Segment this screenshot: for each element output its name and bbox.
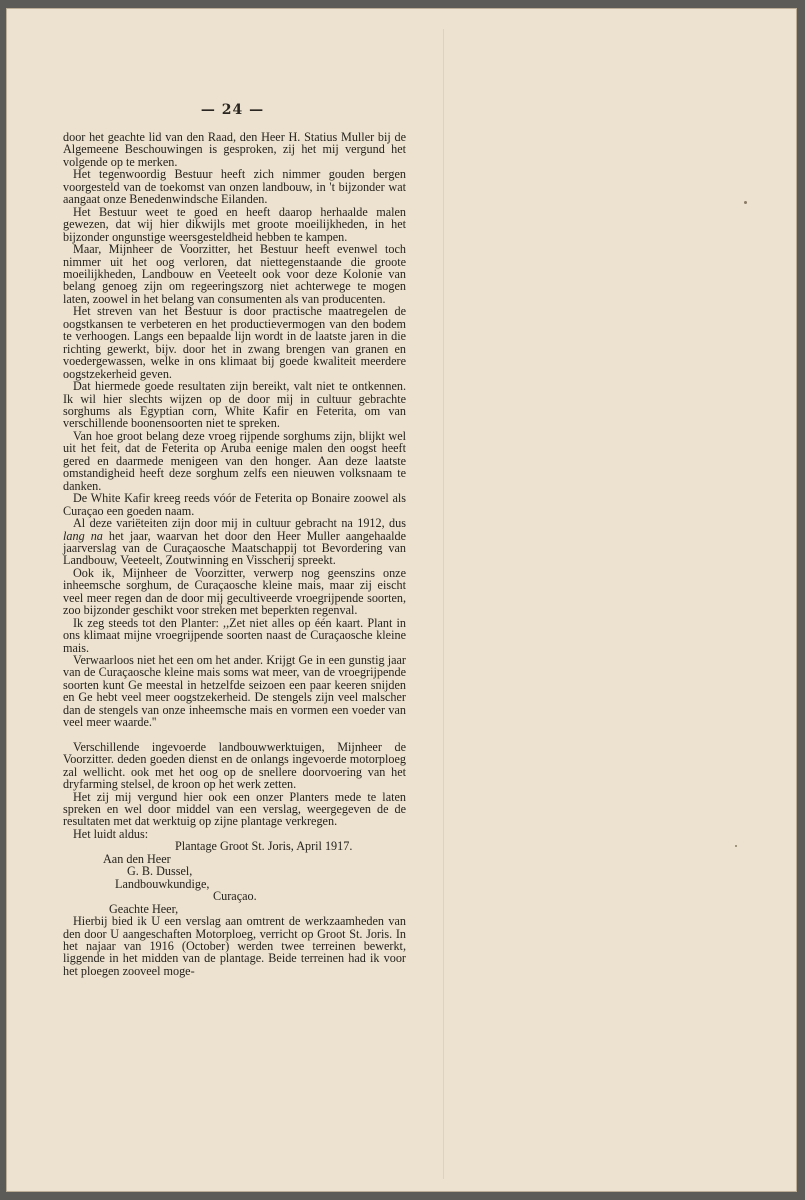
paper-fold — [443, 29, 444, 1179]
paragraph-text: Al deze variëteiten zijn door mij in cultuur gebracht na 1912, dus — [73, 516, 406, 531]
paragraph: Verschillende ingevoerde landbouwwerktuigen, Mijnheer de Voorzitter. deden goeden dienst en de onlangs ingevoerde motorploeg zal wellicht. ook met het oog op de snellere doorvoering van het dryfarming stelsel, de kroon op het werk zetten. — [63, 739, 406, 792]
page-number: — 24 — — [200, 102, 265, 118]
paragraph: Het luidt aldus: — [73, 826, 149, 841]
paragraph — [63, 517, 406, 567]
paragraph: Het zij mij vergund hier ook een onzer Planters mede te laten spreken en wel door middel van een verslag, weergegeven de de resultaten met dat werktuig op zijne plantage verkregen. — [63, 789, 406, 829]
paragraph: Dat hiermede goede resultaten zijn bereikt, valt niet te ontkennen. Ik wil hier slechts wijzen op de door mij in cultuur gebrachte sorghums als Egyptian corn, White Kafir en Feterita, om van verschillende boonensoorten niet te spreken. — [63, 379, 406, 431]
paragraph: Maar, Mijnheer de Voorzitter, het Bestuur heeft evenwel toch nimmer uit het oog verloren, dat niettegenstaande die groote moeilijkheden, Landbouw en Veeteelt ook voor deze Kolonie van belang genoeg zijn om regeeringszorg niet achterwege te mogen laten, zoowel in het belang van consumenten als van producenten. — [63, 242, 406, 306]
letter-place-date: Plantage Groot St. Joris, April 1917. — [175, 839, 353, 854]
paragraph: Ook ik, Mijnheer de Voorzitter, verwerp nog geenszins onze inheemsche sorghum, de Curaçaosche kleine mais, maar zij eischt veel meer regen dan de door mij gecultiveerde vroegrijpende soorten, zoo bijzonder geschikt voor streken met beperkten regenval. — [63, 565, 406, 618]
paragraph: De White Kafir kreeg reeds vóór de Feterita op Bonaire zoowel als Curaçao een goeden naam. — [63, 491, 406, 518]
paragraph-text: het jaar, waarvan het door den Heer Muller aangehaalde jaarverslag van de Curaçaosche Maatschappij tot Bevordering van Landbouw, Veeteelt, Zoutwinning en Visscherij spreekt. — [63, 528, 407, 568]
italic-phrase: lang na — [63, 528, 103, 543]
paper-speck — [744, 201, 747, 204]
paragraph: Ik zeg steeds tot den Planter: ,,Zet niet alles op één kaart. Plant in ons klimaat mijne vroegrijpende soorten naast de Curaçaosche kleine mais. — [63, 615, 406, 655]
letter-body: Hierbij bied ik U een verslag aan omtrent de werkzaamheden van den door U aangeschaften Motorploeg, verricht op Groot St. Joris. In het najaar van 1916 (October) werden twee terreinen bewerkt, liggende in het midden van de plantage. Beide terreinen had ik voor het ploegen zooveel moge- — [63, 914, 406, 978]
paragraph: Het tegenwoordig Bestuur heeft zich nimmer gouden bergen voorgesteld van de toekomst van onzen landbouw, in 't bijzonder wat aangaat onze Benedenwindsche Eilanden. — [63, 167, 406, 207]
letter-recipient-title: Landbouwkundige, — [115, 876, 210, 891]
paper-speck — [735, 845, 737, 847]
letter-recipient-name: G. B. Dussel, — [127, 864, 193, 879]
paragraph: Het Bestuur weet te goed en heeft daarop herhaalde malen gewezen, dat wij hier dikwijls met groote moeilijkheden, in het bijzonder ongunstige weersgesteldheid hebben te kampen. — [63, 204, 406, 244]
paragraph: door het geachte lid van den Raad, den Heer H. Statius Muller bij de Algemeene Beschouwingen is gesproken, zij het mij vergund het volgende op te merken. — [63, 130, 406, 169]
letter-recipient-city: Curaçao. — [213, 889, 257, 904]
paragraph: Verwaarloos niet het een om het ander. Krijgt Ge in een gunstig jaar van de Curaçaosche kleine mais soms wat meer, van de vroegrijpende soorten kunt Ge meestal in hetzelfde seizoen een paar keeren snijden en Ge hebt veel meer oogstzekerheid. De stengels zijn veel malscher dan de stengels van onze inheemsche mais en vormen een voeder van veel meer waarde.'' — [63, 653, 406, 730]
letter-addressee: Aan den Heer — [103, 851, 171, 866]
letter-greeting: Geachte Heer, — [109, 901, 179, 916]
body-text — [63, 131, 406, 977]
paragraph: Het streven van het Bestuur is door practische maatregelen de oogstkansen te verbeteren en het productievermogen van den bodem te verhoogen. Langs een bepaalde lijn wordt in de laatste jaren in die richting gewerkt, bijv. door het in zwang brengen van granen en voedergewassen, welke in ons klimaat bij goede kwaliteit meerdere oogstzekerheid geven. — [63, 304, 406, 381]
paragraph: Van hoe groot belang deze vroeg rijpende sorghums zijn, blijkt wel uit het feit, dat de Feterita op Aruba eenige malen den oogst heeft gered en daarmede menigeen van den honger. Aan deze laatste omstandigheid heeft deze sorghum zelfs een nieuwen volksnaam te danken. — [63, 428, 406, 493]
